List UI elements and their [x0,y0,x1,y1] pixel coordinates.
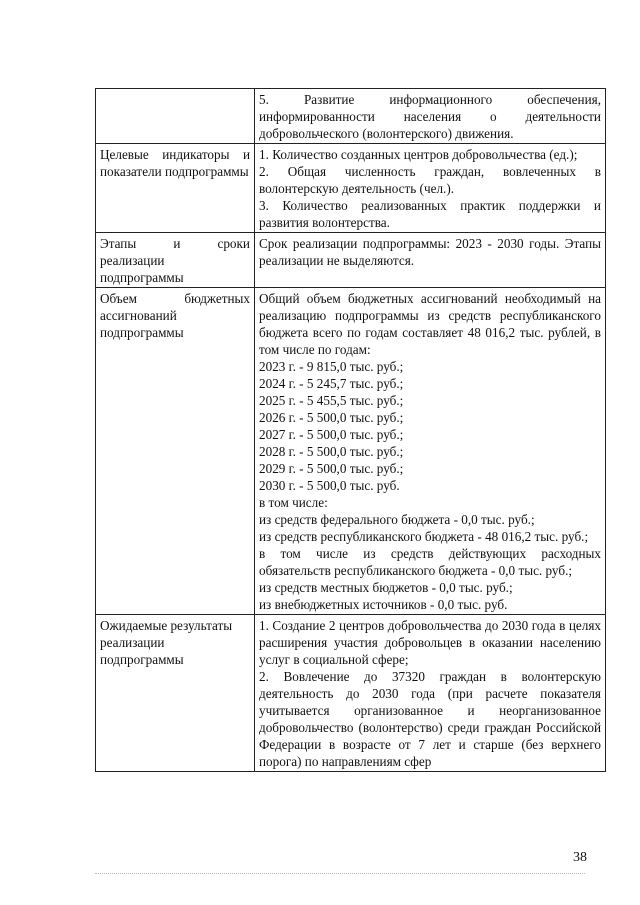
year-amount: 2023 г. - 9 815,0 тыс. руб.; [259,359,404,374]
year-amount: 2028 г. - 5 500,0 тыс. руб.; [259,444,404,459]
content-paragraph: Общий объем бюджетных ассигнований необходимый на реализацию подпрограммы из средств республиканского бюджета всего по годам составляет 48 016,2 тыс. рублей, в том числе по годам: [259,291,601,357]
table-row [96,233,606,288]
year-amount: 2030 г. - 5 500,0 тыс. руб. [259,478,400,493]
table-row [96,288,606,615]
content-paragraph: из средств местных бюджетов - 0,0 тыс. руб.; [259,580,513,595]
row-content [255,144,606,233]
content-paragraph: из средств республиканского бюджета - 48 016,2 тыс. руб.; [259,529,589,544]
content-paragraph: в том числе: [259,495,328,510]
page-number: 38 [573,850,587,865]
row-content [255,288,606,615]
row-content [255,615,606,772]
row-content [255,233,606,288]
content-paragraph: 3. Количество реализованных практик поддержки и развития волонтерства. [259,198,601,230]
year-amount: 2027 г. - 5 500,0 тыс. руб.; [259,427,404,442]
content-paragraph: 2. Общая численность граждан, вовлеченных в волонтерскую деятельность (чел.). [259,164,601,196]
content-paragraph: Срок реализации подпрограммы: 2023 - 2030 годы. Этапы реализации не выделяются. [259,236,601,268]
row-label: Целевые индикаторы и показатели подпрограммы [96,144,255,233]
content-paragraph: в том числе из средств действующих расходных обязательств республиканского бюджета - 0,0 тыс. руб.; [259,546,601,578]
row-content [255,89,606,144]
content-paragraph: 2. Вовлечение до 37320 граждан в волонтерскую деятельность до 2030 года (при расчете показателя учитывается организованное и неорганизованное добровольчество (волонтерство) среди граждан Российской Федерации в возрасте от 7 лет и старше (без верхнего порога) по направлениям сфер [259,669,601,769]
table-row [96,144,606,233]
content-paragraph: из средств федерального бюджета - 0,0 тыс. руб.; [259,512,535,527]
year-amount: 2029 г. - 5 500,0 тыс. руб.; [259,461,404,476]
row-label: Ожидаемые результаты реализации подпрограммы [96,615,255,772]
row-label: Этапы и сроки реализации подпрограммы [96,233,255,288]
table-row [96,89,606,144]
subprogram-passport-table [95,88,606,772]
content-paragraph: 1. Создание 2 центров добровольчества до 2030 года в целях расширения участия добровольцев в оказании населению услуг в социальной сфере; [259,618,601,667]
table-row [96,615,606,772]
scan-artifact-line [95,873,585,874]
row-label: Объем бюджетных ассигнований подпрограммы [96,288,255,615]
content-paragraph: из внебюджетных источников - 0,0 тыс. руб. [259,597,508,612]
content-paragraph: 5. Развитие информационного обеспечения, информированности населения о деятельности добровольческого (волонтерского) движения. [259,92,601,141]
year-amount: 2024 г. - 5 245,7 тыс. руб.; [259,376,404,391]
row-label [96,89,255,144]
year-amount: 2026 г. - 5 500,0 тыс. руб.; [259,410,404,425]
year-amount: 2025 г. - 5 455,5 тыс. руб.; [259,393,404,408]
content-paragraph: 1. Количество созданных центров добровольчества (ед.); [259,147,578,162]
